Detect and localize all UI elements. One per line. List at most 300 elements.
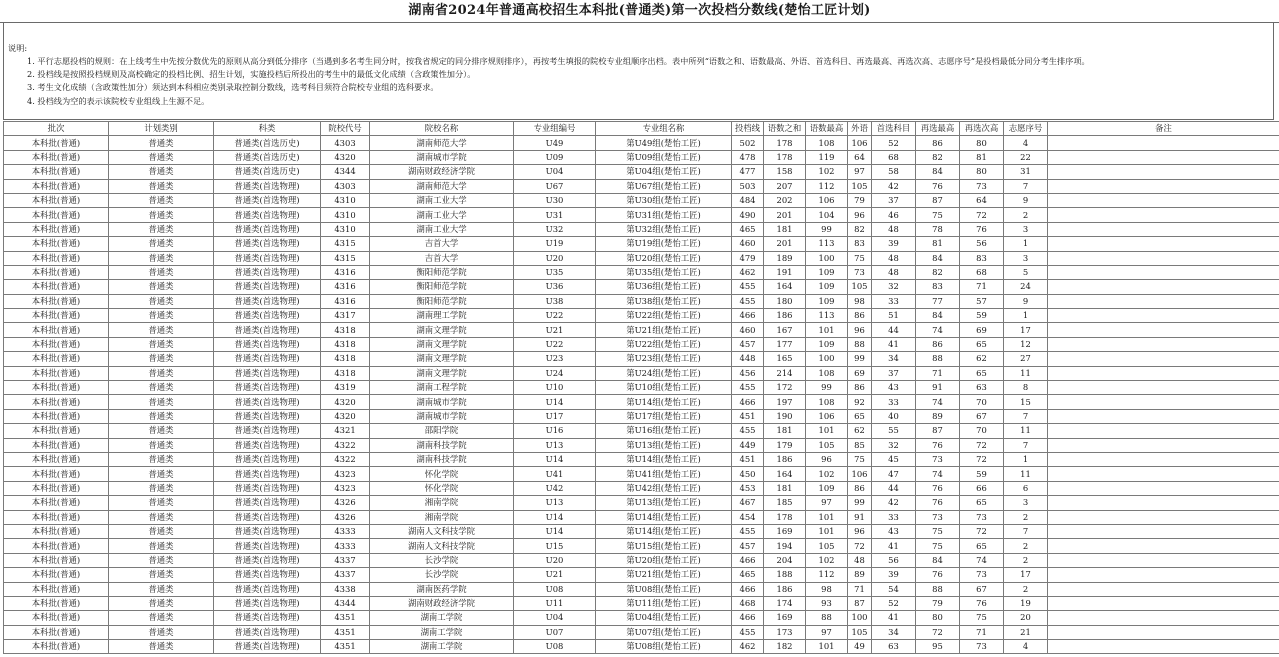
cell-reselect-max: 82	[916, 150, 960, 164]
cell-group-name: 第U04组(楚怡工匠)	[596, 165, 732, 179]
cell-school-name: 湖南工学院	[370, 640, 514, 654]
cell-foreign-language: 48	[848, 553, 872, 567]
cell-plan-type: 普通类	[109, 337, 214, 351]
cell-group-code: U08	[514, 582, 596, 596]
cell-chinese-math-sum: 169	[764, 611, 806, 625]
cell-school-name: 邵阳学院	[370, 424, 514, 438]
cell-plan-type: 普通类	[109, 395, 214, 409]
cell-school-name: 怀化学院	[370, 467, 514, 481]
cell-cutoff-score: 460	[732, 323, 764, 337]
cell-preference-order: 20	[1004, 611, 1048, 625]
cell-group-code: U15	[514, 539, 596, 553]
cell-group-name: 第U20组(楚怡工匠)	[596, 553, 732, 567]
cell-chinese-math-max: 108	[806, 136, 848, 150]
cell-reselect-max: 88	[916, 352, 960, 366]
cell-subject-category: 普通类(首选物理)	[214, 395, 321, 409]
table-row	[4, 265, 1279, 279]
cell-foreign-language: 49	[848, 640, 872, 654]
cell-chinese-math-max: 101	[806, 424, 848, 438]
cell-batch: 本科批(普通)	[4, 294, 109, 308]
cell-first-choice-subject: 68	[872, 150, 916, 164]
cell-first-choice-subject: 32	[872, 438, 916, 452]
cell-group-name: 第U16组(楚怡工匠)	[596, 424, 732, 438]
cell-subject-category: 普通类(首选物理)	[214, 481, 321, 495]
cell-reselect-max: 88	[916, 582, 960, 596]
cell-school-code: 4344	[321, 596, 370, 610]
cell-group-code: U09	[514, 150, 596, 164]
page-title: 湖南省2024年普通高校招生本科批(普通类)第一次投档分数线(楚怡工匠计划)	[0, 0, 1279, 23]
cell-school-name: 湖南文理学院	[370, 323, 514, 337]
cell-batch: 本科批(普通)	[4, 395, 109, 409]
cell-group-code: U16	[514, 424, 596, 438]
cell-remarks	[1048, 337, 1279, 351]
cell-first-choice-subject: 48	[872, 222, 916, 236]
table-row	[4, 611, 1279, 625]
cell-plan-type: 普通类	[109, 596, 214, 610]
cell-school-code: 4320	[321, 409, 370, 423]
cell-group-name: 第U20组(楚怡工匠)	[596, 251, 732, 265]
cell-first-choice-subject: 41	[872, 539, 916, 553]
cell-preference-order: 3	[1004, 222, 1048, 236]
table-row	[4, 136, 1279, 150]
cell-chinese-math-sum: 191	[764, 265, 806, 279]
note-item: 2. 投档线是按照投档规则及高校确定的投档比例、招生计划，实施投档后所投出的考生中的最低文化成绩（含政策性加分）。	[27, 69, 476, 80]
table-row	[4, 510, 1279, 524]
header-remarks: 备注	[1048, 122, 1279, 136]
cell-subject-category: 普通类(首选物理)	[214, 496, 321, 510]
cell-preference-order: 6	[1004, 481, 1048, 495]
header-preference-order: 志愿序号	[1004, 122, 1048, 136]
cell-batch: 本科批(普通)	[4, 179, 109, 193]
cell-reselect-second: 67	[960, 409, 1004, 423]
cell-plan-type: 普通类	[109, 568, 214, 582]
cell-chinese-math-sum: 178	[764, 150, 806, 164]
cell-remarks	[1048, 222, 1279, 236]
cell-remarks	[1048, 611, 1279, 625]
cell-cutoff-score: 466	[732, 553, 764, 567]
cell-group-name: 第U08组(楚怡工匠)	[596, 582, 732, 596]
cell-school-name: 湘南学院	[370, 496, 514, 510]
cell-remarks	[1048, 625, 1279, 639]
cell-school-code: 4337	[321, 553, 370, 567]
cell-batch: 本科批(普通)	[4, 625, 109, 639]
cell-chinese-math-max: 99	[806, 222, 848, 236]
cell-plan-type: 普通类	[109, 222, 214, 236]
notes-list	[8, 55, 1090, 108]
cell-chinese-math-max: 101	[806, 640, 848, 654]
header-subject-category: 科类	[214, 122, 321, 136]
cell-batch: 本科批(普通)	[4, 582, 109, 596]
cell-cutoff-score: 466	[732, 309, 764, 323]
cell-remarks	[1048, 193, 1279, 207]
cell-cutoff-score: 478	[732, 150, 764, 164]
cell-reselect-max: 84	[916, 251, 960, 265]
cell-preference-order: 3	[1004, 496, 1048, 510]
cell-batch: 本科批(普通)	[4, 481, 109, 495]
header-reselect-second: 再选次高	[960, 122, 1004, 136]
cell-foreign-language: 100	[848, 611, 872, 625]
cell-remarks	[1048, 366, 1279, 380]
cell-reselect-max: 87	[916, 424, 960, 438]
cell-reselect-second: 65	[960, 496, 1004, 510]
cell-subject-category: 普通类(首选物理)	[214, 568, 321, 582]
cell-chinese-math-max: 100	[806, 251, 848, 265]
cell-remarks	[1048, 381, 1279, 395]
cell-group-code: U17	[514, 409, 596, 423]
cell-foreign-language: 86	[848, 309, 872, 323]
cell-group-name: 第U31组(楚怡工匠)	[596, 208, 732, 222]
cell-batch: 本科批(普通)	[4, 424, 109, 438]
cell-school-name: 湖南城市学院	[370, 395, 514, 409]
cell-plan-type: 普通类	[109, 366, 214, 380]
cell-first-choice-subject: 44	[872, 481, 916, 495]
cell-reselect-max: 86	[916, 136, 960, 150]
cell-group-name: 第U14组(楚怡工匠)	[596, 524, 732, 538]
cell-remarks	[1048, 496, 1279, 510]
cell-subject-category: 普通类(首选物理)	[214, 337, 321, 351]
cell-school-code: 4319	[321, 381, 370, 395]
cell-first-choice-subject: 55	[872, 424, 916, 438]
cell-reselect-max: 76	[916, 481, 960, 495]
cell-cutoff-score: 455	[732, 294, 764, 308]
cell-school-code: 4316	[321, 280, 370, 294]
cell-group-code: U41	[514, 467, 596, 481]
cell-subject-category: 普通类(首选物理)	[214, 640, 321, 654]
header-cutoff-score: 投档线	[732, 122, 764, 136]
cell-chinese-math-max: 113	[806, 237, 848, 251]
table-row	[4, 352, 1279, 366]
cell-foreign-language: 97	[848, 165, 872, 179]
cell-subject-category: 普通类(首选物理)	[214, 625, 321, 639]
cell-cutoff-score: 467	[732, 496, 764, 510]
cell-remarks	[1048, 582, 1279, 596]
cell-preference-order: 1	[1004, 452, 1048, 466]
table-row	[4, 582, 1279, 596]
cell-group-name: 第U21组(楚怡工匠)	[596, 568, 732, 582]
cell-group-code: U13	[514, 438, 596, 452]
cell-first-choice-subject: 56	[872, 553, 916, 567]
table-row	[4, 309, 1279, 323]
cell-group-code: U04	[514, 611, 596, 625]
table-row	[4, 150, 1279, 164]
cell-remarks	[1048, 481, 1279, 495]
cell-subject-category: 普通类(首选物理)	[214, 352, 321, 366]
cell-batch: 本科批(普通)	[4, 366, 109, 380]
cell-group-name: 第U19组(楚怡工匠)	[596, 237, 732, 251]
table-row	[4, 208, 1279, 222]
cell-chinese-math-sum: 164	[764, 467, 806, 481]
header-group-code: 专业组编号	[514, 122, 596, 136]
cell-school-name: 湖南工学院	[370, 611, 514, 625]
cell-remarks	[1048, 136, 1279, 150]
cell-foreign-language: 106	[848, 136, 872, 150]
cell-school-code: 4322	[321, 452, 370, 466]
cell-first-choice-subject: 58	[872, 165, 916, 179]
cell-foreign-language: 73	[848, 265, 872, 279]
cell-school-name: 湖南医药学院	[370, 582, 514, 596]
cell-reselect-second: 73	[960, 640, 1004, 654]
cell-group-name: 第U21组(楚怡工匠)	[596, 323, 732, 337]
cell-subject-category: 普通类(首选物理)	[214, 409, 321, 423]
cell-preference-order: 7	[1004, 179, 1048, 193]
cell-chinese-math-sum: 181	[764, 222, 806, 236]
cell-plan-type: 普通类	[109, 496, 214, 510]
cell-school-code: 4310	[321, 222, 370, 236]
cell-preference-order: 1	[1004, 309, 1048, 323]
cell-plan-type: 普通类	[109, 467, 214, 481]
cell-first-choice-subject: 39	[872, 237, 916, 251]
cell-reselect-max: 84	[916, 309, 960, 323]
table-row	[4, 496, 1279, 510]
cell-batch: 本科批(普通)	[4, 640, 109, 654]
cell-remarks	[1048, 265, 1279, 279]
cell-school-name: 吉首大学	[370, 237, 514, 251]
cell-cutoff-score: 451	[732, 409, 764, 423]
cell-reselect-max: 79	[916, 596, 960, 610]
cell-reselect-second: 69	[960, 323, 1004, 337]
cell-cutoff-score: 449	[732, 438, 764, 452]
cell-group-name: 第U10组(楚怡工匠)	[596, 381, 732, 395]
cell-reselect-second: 80	[960, 136, 1004, 150]
cell-remarks	[1048, 309, 1279, 323]
cell-group-name: 第U49组(楚怡工匠)	[596, 136, 732, 150]
table-row	[4, 452, 1279, 466]
cell-school-code: 4317	[321, 309, 370, 323]
cell-group-code: U21	[514, 323, 596, 337]
cell-reselect-max: 95	[916, 640, 960, 654]
cell-batch: 本科批(普通)	[4, 510, 109, 524]
cell-batch: 本科批(普通)	[4, 265, 109, 279]
cell-group-code: U20	[514, 251, 596, 265]
cell-plan-type: 普通类	[109, 582, 214, 596]
cell-reselect-second: 73	[960, 568, 1004, 582]
cell-foreign-language: 88	[848, 337, 872, 351]
cell-chinese-math-max: 101	[806, 510, 848, 524]
cell-group-code: U24	[514, 366, 596, 380]
cell-school-code: 4303	[321, 179, 370, 193]
note-item: 4. 投档线为空的表示该院校专业组线上生源不足。	[27, 95, 210, 106]
cell-reselect-max: 80	[916, 611, 960, 625]
cell-first-choice-subject: 37	[872, 193, 916, 207]
cell-reselect-second: 70	[960, 424, 1004, 438]
cell-remarks	[1048, 251, 1279, 265]
cell-reselect-max: 75	[916, 539, 960, 553]
cell-foreign-language: 72	[848, 539, 872, 553]
cell-group-name: 第U11组(楚怡工匠)	[596, 596, 732, 610]
cell-school-name: 湖南师范大学	[370, 136, 514, 150]
cell-subject-category: 普通类(首选物理)	[214, 596, 321, 610]
cell-chinese-math-max: 99	[806, 381, 848, 395]
cell-batch: 本科批(普通)	[4, 337, 109, 351]
cell-chinese-math-sum: 169	[764, 524, 806, 538]
table-row	[4, 424, 1279, 438]
cell-foreign-language: 75	[848, 452, 872, 466]
cell-chinese-math-max: 112	[806, 179, 848, 193]
cell-reselect-second: 76	[960, 596, 1004, 610]
cell-school-name: 湘南学院	[370, 510, 514, 524]
cell-chinese-math-sum: 179	[764, 438, 806, 452]
cell-chinese-math-max: 108	[806, 395, 848, 409]
cell-foreign-language: 92	[848, 395, 872, 409]
cell-plan-type: 普通类	[109, 611, 214, 625]
cell-remarks	[1048, 179, 1279, 193]
cell-remarks	[1048, 323, 1279, 337]
cell-school-name: 怀化学院	[370, 481, 514, 495]
cell-cutoff-score: 455	[732, 280, 764, 294]
cell-chinese-math-max: 102	[806, 165, 848, 179]
cell-foreign-language: 105	[848, 280, 872, 294]
cell-reselect-max: 76	[916, 179, 960, 193]
cell-foreign-language: 79	[848, 193, 872, 207]
cell-subject-category: 普通类(首选物理)	[214, 582, 321, 596]
cell-reselect-max: 91	[916, 381, 960, 395]
cell-cutoff-score: 466	[732, 395, 764, 409]
cell-school-name: 衡阳师范学院	[370, 265, 514, 279]
cell-plan-type: 普通类	[109, 524, 214, 538]
cell-subject-category: 普通类(首选物理)	[214, 452, 321, 466]
cell-school-code: 4351	[321, 625, 370, 639]
note-item: 1. 平行志愿投档的规则：在上线考生中先按分数优先的原则从高分到低分排序（当遇到多名考生同分时，按我省规定的同分排序规则排序），再按考生填报的院校专业组顺序出档。表中所列“语数之和、语数最高、外语、首选科目、再选最高、再选次高、志愿序号”是投档最低分同分考生排序项。	[27, 56, 1090, 66]
cell-first-choice-subject: 51	[872, 309, 916, 323]
cell-batch: 本科批(普通)	[4, 237, 109, 251]
cell-group-code: U07	[514, 625, 596, 639]
cell-cutoff-score: 479	[732, 251, 764, 265]
cell-group-name: 第U42组(楚怡工匠)	[596, 481, 732, 495]
cell-group-name: 第U41组(楚怡工匠)	[596, 467, 732, 481]
cell-reselect-second: 67	[960, 582, 1004, 596]
cell-school-name: 湖南文理学院	[370, 337, 514, 351]
cell-first-choice-subject: 33	[872, 510, 916, 524]
cell-chinese-math-max: 101	[806, 323, 848, 337]
cell-chinese-math-sum: 181	[764, 424, 806, 438]
cell-chinese-math-sum: 178	[764, 510, 806, 524]
cell-group-code: U22	[514, 337, 596, 351]
cell-cutoff-score: 455	[732, 381, 764, 395]
cell-remarks	[1048, 165, 1279, 179]
cell-preference-order: 4	[1004, 136, 1048, 150]
table-row	[4, 381, 1279, 395]
cell-reselect-max: 74	[916, 467, 960, 481]
cell-preference-order: 2	[1004, 510, 1048, 524]
cell-chinese-math-sum: 207	[764, 179, 806, 193]
cell-school-name: 湖南工业大学	[370, 222, 514, 236]
cell-reselect-max: 75	[916, 524, 960, 538]
cell-group-code: U23	[514, 352, 596, 366]
cell-plan-type: 普通类	[109, 280, 214, 294]
cell-school-code: 4320	[321, 150, 370, 164]
cell-cutoff-score: 457	[732, 337, 764, 351]
header-group-name: 专业组名称	[596, 122, 732, 136]
cell-remarks	[1048, 510, 1279, 524]
table-row	[4, 237, 1279, 251]
cell-reselect-max: 73	[916, 510, 960, 524]
table-body	[4, 136, 1279, 654]
table-row	[4, 193, 1279, 207]
cell-preference-order: 11	[1004, 424, 1048, 438]
cell-foreign-language: 87	[848, 596, 872, 610]
cell-school-name: 湖南财政经济学院	[370, 165, 514, 179]
cell-school-code: 4320	[321, 395, 370, 409]
cell-preference-order: 5	[1004, 265, 1048, 279]
cell-first-choice-subject: 32	[872, 280, 916, 294]
cell-cutoff-score: 455	[732, 524, 764, 538]
cell-cutoff-score: 477	[732, 165, 764, 179]
cell-first-choice-subject: 63	[872, 640, 916, 654]
cell-preference-order: 2	[1004, 208, 1048, 222]
cell-preference-order: 3	[1004, 251, 1048, 265]
cell-school-name: 湖南科技学院	[370, 438, 514, 452]
table-row	[4, 222, 1279, 236]
cell-cutoff-score: 448	[732, 352, 764, 366]
cell-subject-category: 普通类(首选物理)	[214, 510, 321, 524]
cell-school-code: 4318	[321, 337, 370, 351]
note-item: 3. 考生文化成绩（含政策性加分）须达到本科相应类别录取控制分数线，选考科目须符合院校专业组的选科要求。	[27, 82, 439, 93]
cell-cutoff-score: 466	[732, 611, 764, 625]
cell-plan-type: 普通类	[109, 381, 214, 395]
cell-group-code: U14	[514, 452, 596, 466]
cell-subject-category: 普通类(首选物理)	[214, 438, 321, 452]
cell-reselect-max: 83	[916, 280, 960, 294]
cell-chinese-math-sum: 158	[764, 165, 806, 179]
cell-chinese-math-max: 102	[806, 553, 848, 567]
cell-chinese-math-sum: 201	[764, 237, 806, 251]
cell-reselect-second: 76	[960, 222, 1004, 236]
cell-first-choice-subject: 37	[872, 366, 916, 380]
table-row	[4, 395, 1279, 409]
cell-school-code: 4316	[321, 265, 370, 279]
cell-first-choice-subject: 43	[872, 381, 916, 395]
cell-batch: 本科批(普通)	[4, 452, 109, 466]
cell-group-code: U38	[514, 294, 596, 308]
cell-plan-type: 普通类	[109, 452, 214, 466]
cell-reselect-second: 75	[960, 611, 1004, 625]
cell-school-code: 4337	[321, 568, 370, 582]
cell-chinese-math-max: 98	[806, 582, 848, 596]
table-row	[4, 179, 1279, 193]
cell-chinese-math-max: 109	[806, 294, 848, 308]
cell-first-choice-subject: 40	[872, 409, 916, 423]
cell-reselect-max: 74	[916, 323, 960, 337]
cell-group-code: U14	[514, 510, 596, 524]
cell-cutoff-score: 460	[732, 237, 764, 251]
cell-reselect-max: 84	[916, 165, 960, 179]
cell-school-name: 湖南师范大学	[370, 179, 514, 193]
cell-group-code: U20	[514, 553, 596, 567]
cell-first-choice-subject: 33	[872, 294, 916, 308]
cell-group-name: 第U36组(楚怡工匠)	[596, 280, 732, 294]
cell-first-choice-subject: 33	[872, 395, 916, 409]
cell-plan-type: 普通类	[109, 309, 214, 323]
cell-chinese-math-max: 109	[806, 481, 848, 495]
cell-reselect-max: 86	[916, 337, 960, 351]
cell-preference-order: 9	[1004, 294, 1048, 308]
cell-cutoff-score: 455	[732, 424, 764, 438]
cell-reselect-max: 73	[916, 452, 960, 466]
cell-chinese-math-sum: 197	[764, 395, 806, 409]
cell-remarks	[1048, 467, 1279, 481]
cell-first-choice-subject: 39	[872, 568, 916, 582]
cell-remarks	[1048, 237, 1279, 251]
cell-foreign-language: 71	[848, 582, 872, 596]
cell-group-code: U19	[514, 237, 596, 251]
cell-batch: 本科批(普通)	[4, 352, 109, 366]
cell-chinese-math-max: 113	[806, 309, 848, 323]
cell-group-code: U21	[514, 568, 596, 582]
cell-subject-category: 普通类(首选物理)	[214, 294, 321, 308]
cell-group-code: U11	[514, 596, 596, 610]
cell-group-name: 第U30组(楚怡工匠)	[596, 193, 732, 207]
cell-chinese-math-sum: 186	[764, 452, 806, 466]
